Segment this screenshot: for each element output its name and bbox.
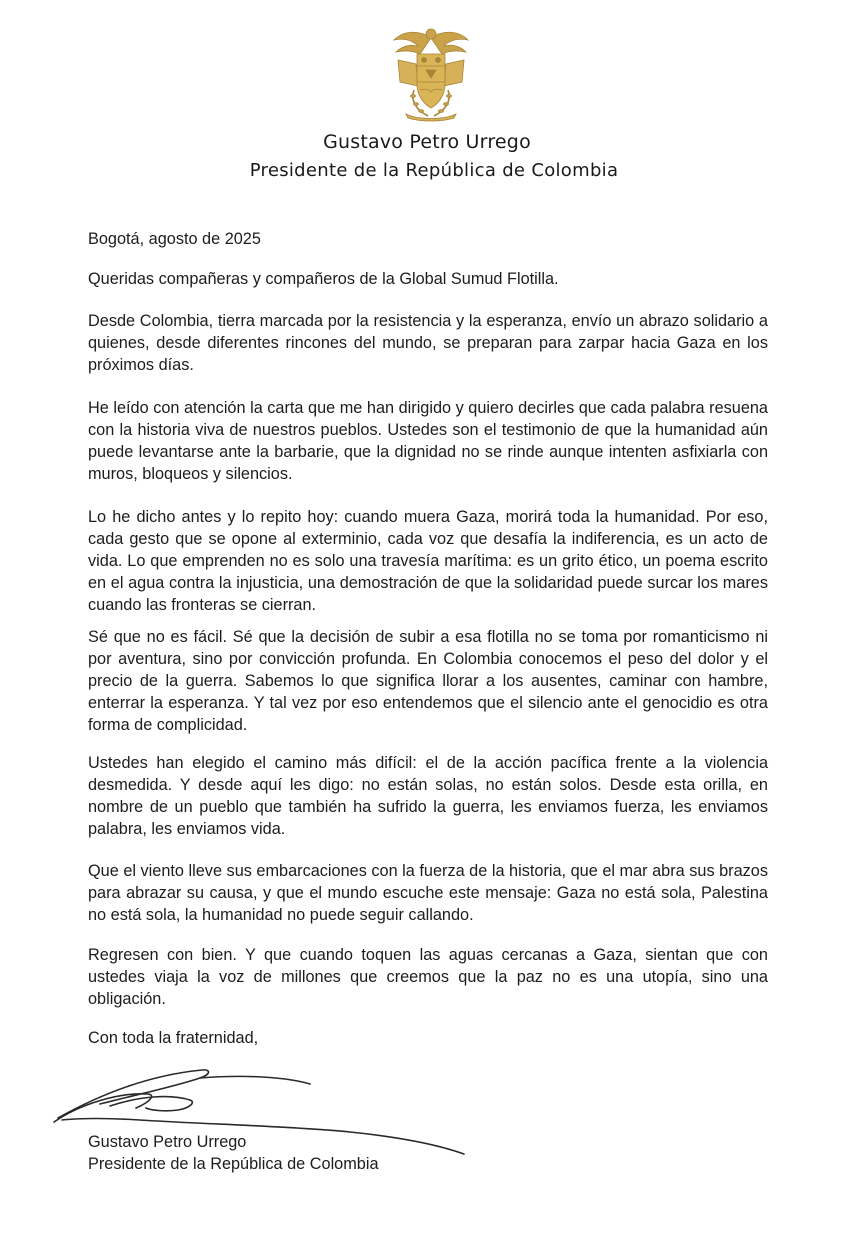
- paragraph-2: He leído con atención la carta que me han dirigido y quiero decirles que cada palabra resuena con la historia viva de nuestros pueblos. Ustedes son el testimonio de que la humanidad aún puede levantarse ante la barbarie, que la dignidad no se rinde aunque intenten asfixiarla con muros, bloqueos y silencios.: [88, 399, 768, 483]
- paragraph-7: Regresen con bien. Y que cuando toquen las aguas cercanas a Gaza, sientan que con ustedes viaja la voz de millones que creemos que la paz no es una utopía, sino una obligación.: [88, 946, 768, 1008]
- colombia-coat-of-arms-icon: [390, 24, 472, 122]
- paragraph-5: Ustedes han elegido el camino más difícil: el de la acción pacífica frente a la violencia desmedida. Y desde aquí les digo: no están solas, no están solos. Desde esta orilla, en nombre de un pueblo que también ha sufrido la guerra, les enviamos fuerza, les enviamos palabra, les enviamos vida.: [88, 754, 768, 838]
- letter-date: Bogotá, agosto de 2025: [88, 230, 261, 248]
- letter-greeting: Queridas compañeras y compañeros de la Global Sumud Flotilla.: [88, 270, 559, 288]
- letter-closing: Con toda la fraternidad,: [88, 1029, 259, 1047]
- header-title: Presidente de la República de Colombia: [249, 160, 619, 181]
- paragraph-4: Sé que no es fácil. Sé que la decisión de subir a esa flotilla no se toma por romanticismo ni por aventura, sino por convicción profunda. En Colombia conocemos el peso del dolor y el precio de la guerra. Sabemos lo que significa llorar a los ausentes, caminar con hambre, enterrar la esperanza. Y tal vez por eso entendemos que el silencio ante el genocidio es otra forma de complicidad.: [88, 628, 768, 734]
- paragraph-3: Lo he dicho antes y lo repito hoy: cuando muera Gaza, morirá toda la humanidad. Por eso, cada gesto que se opone al exterminio, cada voz que desafía la indiferencia, es un acto de vida. Lo que emprenden no es solo una travesía marítima: es un grito ético, un poema escrito en el agua contra la injusticia, una demostración de que la solidaridad puede surcar los mares cuando las fronteras se cierran.: [88, 508, 768, 614]
- paragraph-6: Que el viento lleve sus embarcaciones con la fuerza de la historia, que el mar abra sus brazos para abrazar su causa, y que el mundo escuche este mensaje: Gaza no está sola, Palestina no está sola, la humanidad no puede seguir callando.: [88, 862, 768, 924]
- signatory-name: Gustavo Petro Urrego: [88, 1133, 247, 1151]
- header-name: Gustavo Petro Urrego: [323, 131, 531, 153]
- signatory-title: Presidente de la República de Colombia: [88, 1155, 379, 1173]
- paragraph-1: Desde Colombia, tierra marcada por la resistencia y la esperanza, envío un abrazo solidario a quienes, desde diferentes rincones del mundo, se preparan para zarpar hacia Gaza en los próximos días.: [88, 312, 768, 374]
